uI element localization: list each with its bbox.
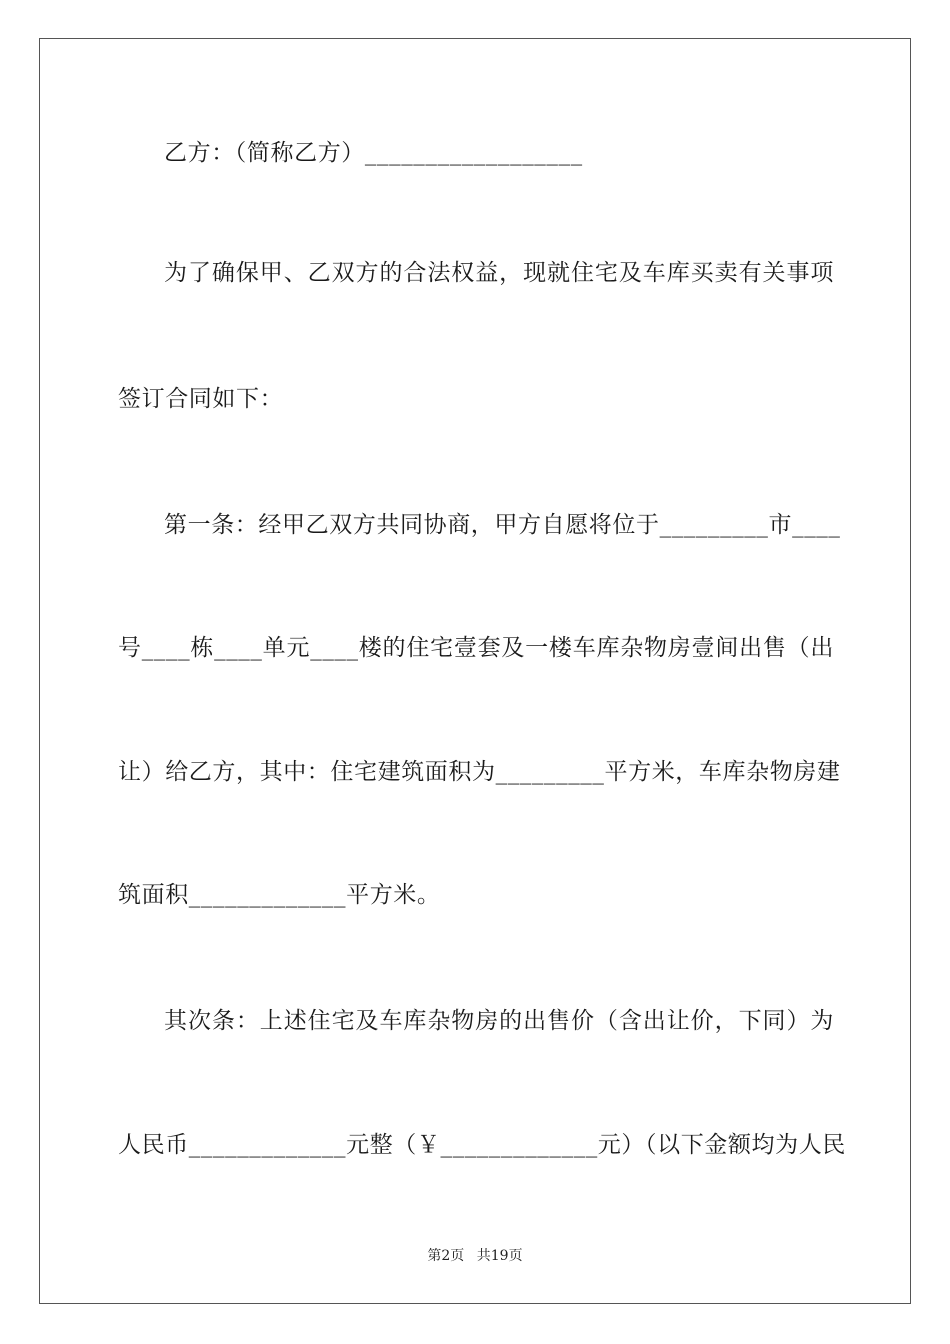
preamble-line-1: 为了确保甲、乙双方的合法权益，现就住宅及车库买卖有关事项: [164, 260, 834, 286]
preamble-line-2: 签订合同如下：: [118, 386, 284, 412]
article-1-line-2: 号____栋____单元____楼的住宅壹套及一楼车库杂物房壹间出售（出: [118, 635, 834, 661]
article-2-line-1: 其次条：上述住宅及车库杂物房的出售价（含出让价，下同）为: [164, 1008, 834, 1034]
article-1-line-4: 筑面积_____________平方米。: [118, 882, 441, 908]
page-footer: [0, 1247, 950, 1265]
page-total: 共19页: [476, 1248, 523, 1264]
page-border: [39, 38, 911, 1304]
page-number: 第2页: [427, 1248, 465, 1264]
article-1-line-1: 第一条：经甲乙双方共同协商，甲方自愿将位于_________市____: [164, 512, 841, 538]
article-2-line-2: 人民币_____________元整（￥_____________元）（以下金额均为人民: [118, 1132, 846, 1158]
article-1-line-3: 让）给乙方，其中：住宅建筑面积为_________平方米，车库杂物房建: [118, 759, 841, 785]
party-b-line: 乙方：（简称乙方）__________________: [164, 140, 583, 166]
